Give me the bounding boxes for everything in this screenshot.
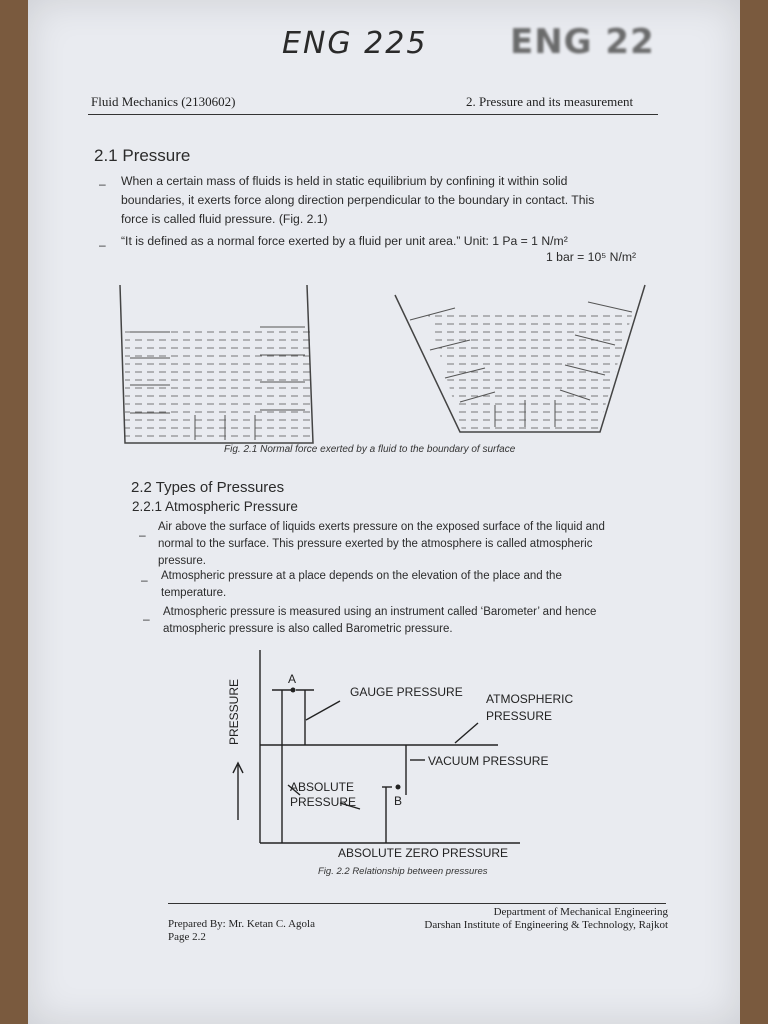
text-line: pressure. [158,555,206,567]
footer-left [168,918,315,944]
header-rule [88,114,658,115]
footer-department: Department of Mechanical Engineering [493,906,668,918]
point-b-marker [396,785,401,790]
handwritten-course-code: ENG 225 [282,26,428,61]
paragraph-definition [121,172,661,229]
handwritten-smudge: ENG 22 [510,22,655,62]
text-line: Atmospheric pressure at a place depends on the elevation of the place and the [161,570,562,582]
bullet-dash: – [99,177,106,191]
text-line: normal to the surface. This pressure exerted by the atmosphere is called atmospheric [158,538,593,550]
footer-institute: Darshan Institute of Engineering & Technology, Rajkot [424,919,668,931]
paragraph-atmospheric-3 [163,604,663,638]
y-axis-label: PRESSURE [227,678,241,745]
label-b: B [394,794,403,808]
subsection-title-atmospheric: 2.2.1 Atmospheric Pressure [132,499,298,514]
footer-rule [168,903,666,904]
label-a: A [288,672,297,686]
text-line: boundaries, it exerts force along direction perpendicular to the boundary in contact. This [121,193,595,207]
label-absolute-2: PRESSURE [290,795,357,809]
figure-fluid-containers [110,280,650,450]
bullet-dash: – [99,238,106,252]
text-line: temperature. [161,587,227,599]
paragraph-atmospheric-2 [161,568,663,602]
label-atmospheric-2: PRESSURE [486,709,553,723]
text-line: atmospheric pressure is also called Barometric pressure. [163,623,453,635]
header-course: Fluid Mechanics (2130602) [91,94,236,109]
footer-page-number: Page 2.2 [168,931,206,943]
section-title-pressure: 2.1 Pressure [94,146,191,165]
label-absolute-1: ABSOLUTE [290,780,355,794]
text-line: When a certain mass of fluids is held in static equilibrium by confining it within solid [121,174,568,188]
bullet-dash: – [139,528,146,542]
label-gauge-pressure: GAUGE PRESSURE [350,685,463,699]
header-chapter: 2. Pressure and its measurement [466,94,634,109]
rect-container [120,285,313,443]
unit-bar: 1 bar = 10⁵ N/m² [546,250,637,264]
point-a-marker [291,688,296,693]
text-line: Air above the surface of liquids exerts pressure on the exposed surface of the liquid and [158,521,605,533]
footer-right [386,906,668,932]
text-line: force is called fluid pressure. (Fig. 2.1) [121,212,328,226]
figure-caption-2-1: Fig. 2.1 Normal force exerted by a fluid to the boundary of surface [224,444,516,455]
label-absolute-zero: ABSOLUTE ZERO PRESSURE [338,846,509,860]
label-vacuum-pressure: VACUUM PRESSURE [428,754,549,768]
section-title-types: 2.2 Types of Pressures [131,479,285,496]
bullet-dash: – [141,573,148,587]
footer-prepared-by: Prepared By: Mr. Ketan C. Agola [168,918,315,930]
paragraph-unit: “It is defined as a normal force exerted by a fluid per unit area.” Unit: 1 Pa = 1 N/m² [121,234,568,248]
bullet-dash: – [143,612,150,626]
trapezoid-container [395,285,645,432]
paragraph-atmospheric-1 [158,519,663,570]
figure-caption-2-2: Fig. 2.2 Relationship between pressures [318,866,488,877]
text-line: Atmospheric pressure is measured using an instrument called ‘Barometer’ and hence [163,606,597,618]
label-atmospheric-1: ATMOSPHERIC [486,692,574,706]
figure-pressure-relationship [220,645,600,865]
